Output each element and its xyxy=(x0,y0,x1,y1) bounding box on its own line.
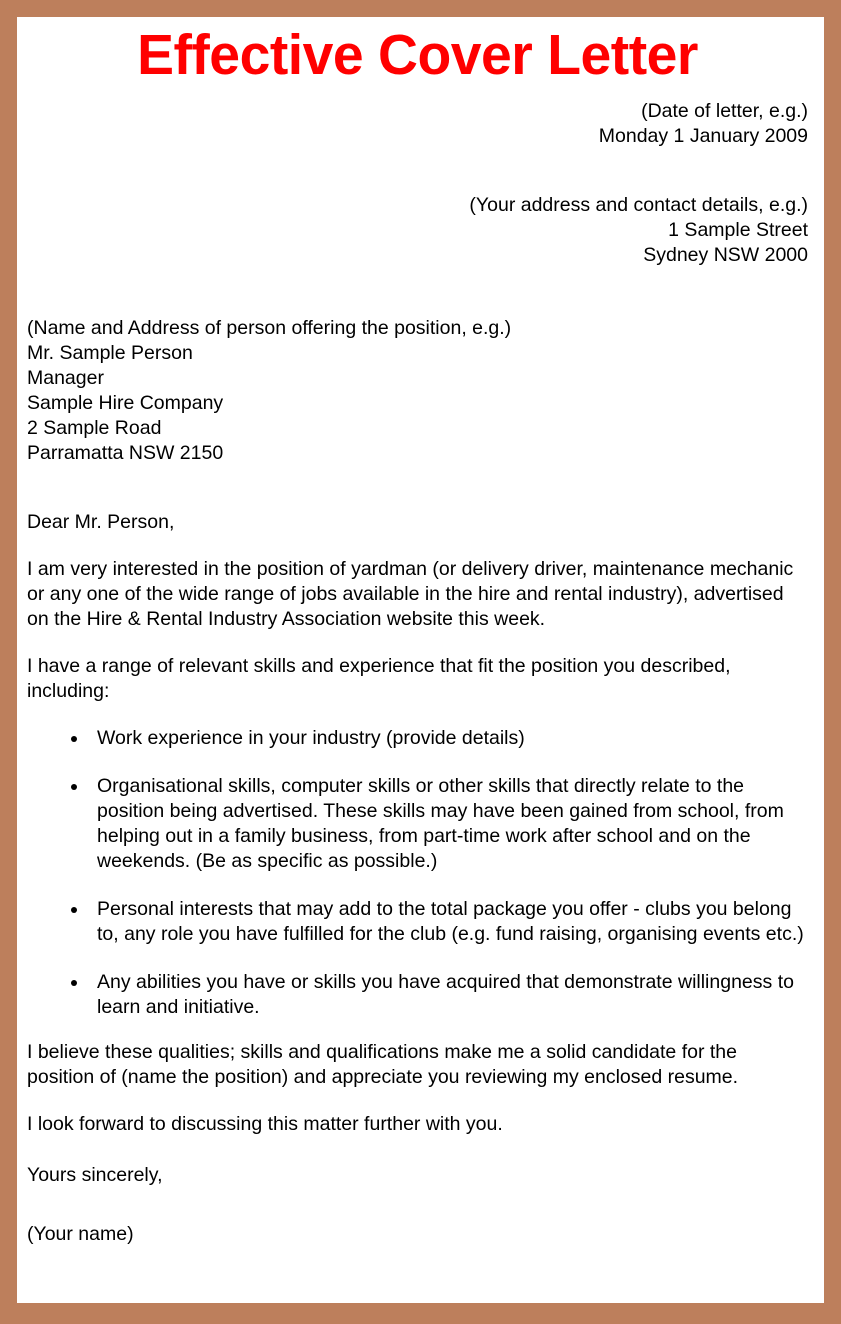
bullet-dot-icon xyxy=(71,980,77,986)
list-item xyxy=(27,774,808,874)
spacer xyxy=(27,149,808,193)
recipient-company: Sample Hire Company xyxy=(27,392,224,414)
spacer xyxy=(27,87,808,97)
body-paragraph-1: I am very interested in the position of yardman (or delivery driver, maintenance mechanic or any one of the wide range of jobs available in the hire and rental industry), advertised on the Hire & Rental Industry Association website this week. xyxy=(27,558,794,630)
page-title: Effective Cover Letter xyxy=(137,23,698,87)
spacer xyxy=(27,268,808,316)
list-item xyxy=(27,726,808,751)
date-note: (Date of letter, e.g.) xyxy=(641,100,808,122)
body-paragraph-2: I have a range of relevant skills and experience that fit the position you described, including: xyxy=(27,655,731,702)
list-item-label: Any abilities you have or skills you have acquired that demonstrate willingness to learn and initiative. xyxy=(97,971,794,1018)
body-paragraph-3: I believe these qualities; skills and qualifications make me a solid candidate for the position of (name the position) and appreciate you reviewing my enclosed resume. xyxy=(27,1041,739,1088)
bullet-dot-icon xyxy=(71,784,77,790)
recipient-street: 2 Sample Road xyxy=(27,417,162,439)
list-item-label: Organisational skills, computer skills or other skills that directly relate to the position being advertised. These skills may have been gained from school, from helping out in a family business, from part-time work after school and on the weekends. (Be as specific as possible.) xyxy=(97,775,784,872)
spacer xyxy=(27,1020,808,1040)
salutation: Dear Mr. Person, xyxy=(27,511,175,533)
sender-street: 1 Sample Street xyxy=(668,219,808,241)
sender-city-state-postcode: Sydney NSW 2000 xyxy=(643,244,808,266)
spacer xyxy=(27,535,808,557)
list-item-label: Work experience in your industry (provide details) xyxy=(97,727,525,749)
recipient-name: Mr. Sample Person xyxy=(27,342,193,364)
list-item-label: Personal interests that may add to the total package you offer - clubs you belong to, any role you have fulfilled for the club (e.g. fund raising, organising events etc.) xyxy=(97,898,804,945)
signature-placeholder: (Your name) xyxy=(27,1223,134,1245)
list-item xyxy=(27,970,808,1020)
sender-address-block xyxy=(27,193,808,268)
spacer xyxy=(27,1090,808,1112)
recipient-note: (Name and Address of person offering the position, e.g.) xyxy=(27,317,512,339)
sender-note: (Your address and contact details, e.g.) xyxy=(469,194,808,216)
date-value: Monday 1 January 2009 xyxy=(598,125,808,147)
body-paragraph-4: I look forward to discussing this matter further with you. xyxy=(27,1113,503,1135)
letter-sheet xyxy=(17,17,824,1303)
spacer xyxy=(27,1188,808,1222)
recipient-city-state-postcode: Parramatta NSW 2150 xyxy=(27,442,224,464)
sign-off: Yours sincerely, xyxy=(27,1164,163,1186)
spacer xyxy=(27,466,808,510)
spacer xyxy=(27,632,808,654)
bullet-dot-icon xyxy=(71,736,77,742)
date-block xyxy=(27,97,808,149)
bullet-dot-icon xyxy=(71,907,77,913)
skills-bullet-list xyxy=(27,726,808,1020)
spacer xyxy=(27,704,808,726)
recipient-job-title: Manager xyxy=(27,367,104,389)
list-item xyxy=(27,897,808,947)
spacer xyxy=(27,1137,808,1163)
recipient-address-block xyxy=(27,316,808,466)
